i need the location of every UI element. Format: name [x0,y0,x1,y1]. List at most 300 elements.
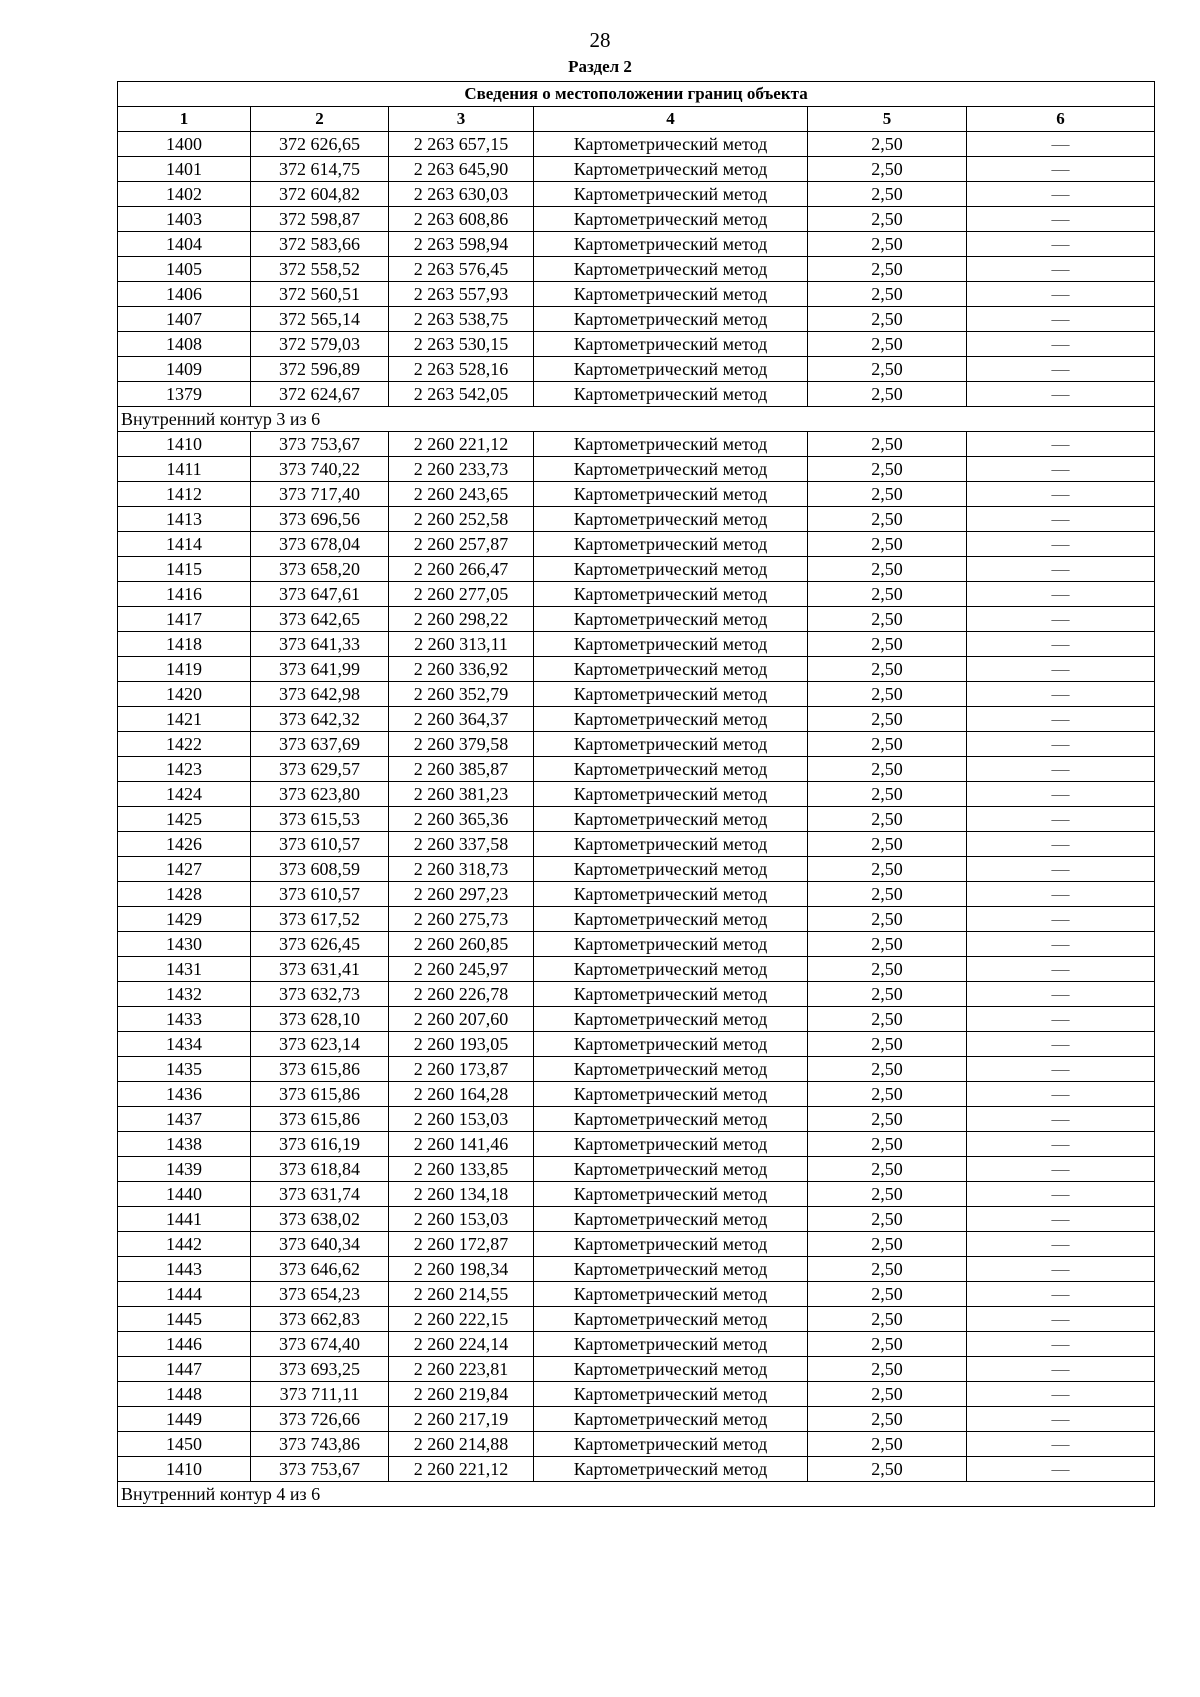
method-cell: Картометрический метод [534,932,808,957]
description-cell: — [967,1182,1155,1207]
description-cell: — [967,932,1155,957]
description-cell: — [967,1107,1155,1132]
point-number-cell: 1418 [118,632,251,657]
table-row [118,807,1155,832]
table-row [118,707,1155,732]
method-cell: Картометрический метод [534,732,808,757]
page-number: 28 [589,28,611,52]
coordinate-y-cell: 2 263 542,05 [389,382,534,407]
coordinate-x-cell: 373 616,19 [251,1132,389,1157]
coordinate-x-cell: 372 560,51 [251,282,389,307]
point-number-cell: 1435 [118,1057,251,1082]
description-cell: — [967,707,1155,732]
coordinate-y-cell: 2 263 576,45 [389,257,534,282]
table-row [118,182,1155,207]
accuracy-cell: 2,50 [808,1157,967,1182]
description-cell: — [967,282,1155,307]
coordinate-y-cell: 2 260 172,87 [389,1232,534,1257]
description-cell: — [967,807,1155,832]
accuracy-cell: 2,50 [808,157,967,182]
method-cell: Картометрический метод [534,632,808,657]
description-cell: — [967,657,1155,682]
point-number-cell: 1424 [118,782,251,807]
point-number-cell: 1448 [118,1382,251,1407]
description-cell: — [967,1232,1155,1257]
description-cell: — [967,182,1155,207]
coordinate-x-cell: 373 647,61 [251,582,389,607]
coordinate-x-cell: 373 726,66 [251,1407,389,1432]
table-row [118,1307,1155,1332]
coordinate-x-cell: 373 674,40 [251,1332,389,1357]
table-row [118,907,1155,932]
description-cell: — [967,432,1155,457]
description-cell: — [967,482,1155,507]
description-cell: — [967,857,1155,882]
table-row [118,532,1155,557]
coordinate-y-cell: 2 260 221,12 [389,1457,534,1482]
point-number-cell: 1425 [118,807,251,832]
coordinate-x-cell: 373 640,34 [251,1232,389,1257]
table-row [118,132,1155,157]
method-cell: Картометрический метод [534,1107,808,1132]
point-number-cell: 1430 [118,932,251,957]
coordinate-y-cell: 2 260 153,03 [389,1207,534,1232]
accuracy-cell: 2,50 [808,707,967,732]
coordinate-y-cell: 2 263 538,75 [389,307,534,332]
table-row [118,1332,1155,1357]
point-number-cell: 1444 [118,1282,251,1307]
point-number-cell: 1445 [118,1307,251,1332]
coordinate-x-cell: 372 604,82 [251,182,389,207]
table-row [118,657,1155,682]
method-cell: Картометрический метод [534,307,808,332]
table-row [118,1107,1155,1132]
accuracy-cell: 2,50 [808,857,967,882]
coordinate-x-cell: 373 678,04 [251,532,389,557]
accuracy-cell: 2,50 [808,657,967,682]
description-cell: — [967,582,1155,607]
coordinate-y-cell: 2 260 352,79 [389,682,534,707]
description-cell: — [967,382,1155,407]
table-row [118,1232,1155,1257]
table-row [118,1282,1155,1307]
accuracy-cell: 2,50 [808,257,967,282]
table-row [118,982,1155,1007]
table-row [118,882,1155,907]
coordinate-x-cell: 373 608,59 [251,857,389,882]
table-row [118,457,1155,482]
description-cell: — [967,1307,1155,1332]
coordinate-x-cell: 373 615,86 [251,1057,389,1082]
accuracy-cell: 2,50 [808,1457,967,1482]
point-number-cell: 1404 [118,232,251,257]
coordinate-y-cell: 2 263 598,94 [389,232,534,257]
accuracy-cell: 2,50 [808,1057,967,1082]
coordinate-x-cell: 372 583,66 [251,232,389,257]
method-cell: Картометрический метод [534,507,808,532]
coordinate-y-cell: 2 263 528,16 [389,357,534,382]
point-number-cell: 1409 [118,357,251,382]
point-number-cell: 1400 [118,132,251,157]
description-cell: — [967,132,1155,157]
point-number-cell: 1417 [118,607,251,632]
method-cell: Картометрический метод [534,857,808,882]
coordinate-y-cell: 2 260 214,55 [389,1282,534,1307]
description-cell: — [967,1032,1155,1057]
description-cell: — [967,1132,1155,1157]
coordinate-y-cell: 2 260 222,15 [389,1307,534,1332]
description-cell: — [967,507,1155,532]
coordinate-y-cell: 2 260 257,87 [389,532,534,557]
table-row [118,1382,1155,1407]
coordinate-x-cell: 373 696,56 [251,507,389,532]
point-number-cell: 1433 [118,1007,251,1032]
method-cell: Картометрический метод [534,1032,808,1057]
method-cell: Картометрический метод [534,1157,808,1182]
column-header-5: 5 [808,107,967,132]
table-row [118,1007,1155,1032]
table-row [118,1257,1155,1282]
contour-label-row [118,407,1155,432]
coordinate-x-cell: 373 642,32 [251,707,389,732]
method-cell: Картометрический метод [534,1307,808,1332]
coordinate-x-cell: 372 626,65 [251,132,389,157]
method-cell: Картометрический метод [534,582,808,607]
accuracy-cell: 2,50 [808,732,967,757]
coordinate-y-cell: 2 260 223,81 [389,1357,534,1382]
point-number-cell: 1413 [118,507,251,532]
description-cell: — [967,232,1155,257]
table-row [118,382,1155,407]
description-cell: — [967,832,1155,857]
coordinate-x-cell: 372 565,14 [251,307,389,332]
coordinate-y-cell: 2 260 224,14 [389,1332,534,1357]
coordinate-x-cell: 373 629,57 [251,757,389,782]
accuracy-cell: 2,50 [808,232,967,257]
accuracy-cell: 2,50 [808,1357,967,1382]
table-row [118,232,1155,257]
accuracy-cell: 2,50 [808,807,967,832]
accuracy-cell: 2,50 [808,957,967,982]
coordinate-y-cell: 2 260 221,12 [389,432,534,457]
table-row [118,1157,1155,1182]
method-cell: Картометрический метод [534,182,808,207]
method-cell: Картометрический метод [534,1382,808,1407]
method-cell: Картометрический метод [534,382,808,407]
description-cell: — [967,607,1155,632]
coordinate-x-cell: 373 740,22 [251,457,389,482]
accuracy-cell: 2,50 [808,1007,967,1032]
table-row [118,1182,1155,1207]
coordinate-y-cell: 2 260 164,28 [389,1082,534,1107]
coordinate-x-cell: 373 623,14 [251,1032,389,1057]
point-number-cell: 1416 [118,582,251,607]
description-cell: — [967,1257,1155,1282]
coordinate-x-cell: 372 624,67 [251,382,389,407]
coordinate-x-cell: 373 693,25 [251,1357,389,1382]
accuracy-cell: 2,50 [808,282,967,307]
description-cell: — [967,1057,1155,1082]
coordinate-x-cell: 373 646,62 [251,1257,389,1282]
coordinate-x-cell: 373 662,83 [251,1307,389,1332]
table-row [118,1132,1155,1157]
accuracy-cell: 2,50 [808,1207,967,1232]
method-cell: Картометрический метод [534,807,808,832]
description-cell: — [967,1382,1155,1407]
method-cell: Картометрический метод [534,1082,808,1107]
table-row [118,557,1155,582]
method-cell: Картометрический метод [534,1207,808,1232]
method-cell: Картометрический метод [534,432,808,457]
accuracy-cell: 2,50 [808,557,967,582]
table-row [118,257,1155,282]
accuracy-cell: 2,50 [808,332,967,357]
coordinate-x-cell: 373 711,11 [251,1382,389,1407]
table-row [118,857,1155,882]
accuracy-cell: 2,50 [808,682,967,707]
accuracy-cell: 2,50 [808,782,967,807]
coordinate-y-cell: 2 260 336,92 [389,657,534,682]
accuracy-cell: 2,50 [808,1107,967,1132]
table-row [118,1082,1155,1107]
contour-label: Внутренний контур 4 из 6 [118,1482,1155,1507]
point-number-cell: 1408 [118,332,251,357]
method-cell: Картометрический метод [534,782,808,807]
method-cell: Картометрический метод [534,982,808,1007]
coordinate-x-cell: 372 579,03 [251,332,389,357]
coordinate-y-cell: 2 260 337,58 [389,832,534,857]
accuracy-cell: 2,50 [808,457,967,482]
point-number-cell: 1441 [118,1207,251,1232]
description-cell: — [967,1207,1155,1232]
column-header-4: 4 [534,107,808,132]
coordinate-y-cell: 2 260 266,47 [389,557,534,582]
point-number-cell: 1438 [118,1132,251,1157]
coordinate-y-cell: 2 260 313,11 [389,632,534,657]
description-cell: — [967,557,1155,582]
accuracy-cell: 2,50 [808,1407,967,1432]
accuracy-cell: 2,50 [808,1082,967,1107]
accuracy-cell: 2,50 [808,357,967,382]
description-cell: — [967,757,1155,782]
coordinate-x-cell: 372 598,87 [251,207,389,232]
column-header-2: 2 [251,107,389,132]
column-header-row [118,107,1155,132]
description-cell: — [967,1007,1155,1032]
column-header-1: 1 [118,107,251,132]
table-row [118,1407,1155,1432]
coordinate-x-cell: 373 631,74 [251,1182,389,1207]
point-number-cell: 1402 [118,182,251,207]
point-number-cell: 1406 [118,282,251,307]
accuracy-cell: 2,50 [808,532,967,557]
point-number-cell: 1415 [118,557,251,582]
point-number-cell: 1405 [118,257,251,282]
accuracy-cell: 2,50 [808,882,967,907]
description-cell: — [967,1332,1155,1357]
point-number-cell: 1407 [118,307,251,332]
boundary-coordinates-table [117,81,1155,1507]
accuracy-cell: 2,50 [808,1307,967,1332]
coordinate-y-cell: 2 260 133,85 [389,1157,534,1182]
description-cell: — [967,1407,1155,1432]
point-number-cell: 1379 [118,382,251,407]
method-cell: Картометрический метод [534,757,808,782]
description-cell: — [967,457,1155,482]
coordinate-x-cell: 373 631,41 [251,957,389,982]
coordinate-y-cell: 2 260 193,05 [389,1032,534,1057]
point-number-cell: 1436 [118,1082,251,1107]
description-cell: — [967,907,1155,932]
accuracy-cell: 2,50 [808,432,967,457]
coordinate-y-cell: 2 260 153,03 [389,1107,534,1132]
method-cell: Картометрический метод [534,282,808,307]
coordinate-y-cell: 2 260 381,23 [389,782,534,807]
method-cell: Картометрический метод [534,707,808,732]
table-title-row [118,82,1155,107]
table-row [118,282,1155,307]
table-row [118,832,1155,857]
method-cell: Картометрический метод [534,957,808,982]
method-cell: Картометрический метод [534,207,808,232]
point-number-cell: 1401 [118,157,251,182]
method-cell: Картометрический метод [534,1257,808,1282]
point-number-cell: 1439 [118,1157,251,1182]
accuracy-cell: 2,50 [808,1132,967,1157]
coordinate-y-cell: 2 260 277,05 [389,582,534,607]
method-cell: Картометрический метод [534,132,808,157]
method-cell: Картометрический метод [534,232,808,257]
method-cell: Картометрический метод [534,907,808,932]
coordinate-y-cell: 2 263 557,93 [389,282,534,307]
point-number-cell: 1414 [118,532,251,557]
method-cell: Картометрический метод [534,1457,808,1482]
method-cell: Картометрический метод [534,1007,808,1032]
coordinate-y-cell: 2 263 608,86 [389,207,534,232]
method-cell: Картометрический метод [534,657,808,682]
description-cell: — [967,1457,1155,1482]
description-cell: — [967,1357,1155,1382]
accuracy-cell: 2,50 [808,482,967,507]
contour-label: Внутренний контур 3 из 6 [118,407,1155,432]
accuracy-cell: 2,50 [808,1382,967,1407]
coordinate-x-cell: 373 618,84 [251,1157,389,1182]
coordinate-x-cell: 372 596,89 [251,357,389,382]
accuracy-cell: 2,50 [808,382,967,407]
accuracy-cell: 2,50 [808,982,967,1007]
coordinate-x-cell: 373 632,73 [251,982,389,1007]
accuracy-cell: 2,50 [808,1257,967,1282]
accuracy-cell: 2,50 [808,182,967,207]
table-row [118,957,1155,982]
method-cell: Картометрический метод [534,1357,808,1382]
coordinate-x-cell: 373 615,86 [251,1082,389,1107]
table-row [118,157,1155,182]
point-number-cell: 1426 [118,832,251,857]
table-body [118,132,1155,1507]
method-cell: Картометрический метод [534,1232,808,1257]
point-number-cell: 1442 [118,1232,251,1257]
coordinate-y-cell: 2 260 275,73 [389,907,534,932]
coordinate-y-cell: 2 260 298,22 [389,607,534,632]
coordinate-y-cell: 2 260 365,36 [389,807,534,832]
accuracy-cell: 2,50 [808,907,967,932]
description-cell: — [967,982,1155,1007]
coordinate-y-cell: 2 260 207,60 [389,1007,534,1032]
coordinate-y-cell: 2 263 530,15 [389,332,534,357]
coordinate-y-cell: 2 260 173,87 [389,1057,534,1082]
point-number-cell: 1421 [118,707,251,732]
point-number-cell: 1403 [118,207,251,232]
coordinate-x-cell: 373 658,20 [251,557,389,582]
accuracy-cell: 2,50 [808,307,967,332]
point-number-cell: 1411 [118,457,251,482]
point-number-cell: 1420 [118,682,251,707]
table-row [118,632,1155,657]
method-cell: Картометрический метод [534,682,808,707]
description-cell: — [967,307,1155,332]
description-cell: — [967,782,1155,807]
table-row [118,482,1155,507]
table-row [118,1032,1155,1057]
method-cell: Картометрический метод [534,157,808,182]
method-cell: Картометрический метод [534,332,808,357]
table-row [118,782,1155,807]
table-row [118,1457,1155,1482]
coordinate-y-cell: 2 260 214,88 [389,1432,534,1457]
coordinate-x-cell: 373 610,57 [251,882,389,907]
coordinate-x-cell: 373 615,86 [251,1107,389,1132]
method-cell: Картометрический метод [534,557,808,582]
coordinate-y-cell: 2 260 219,84 [389,1382,534,1407]
coordinate-x-cell: 373 626,45 [251,932,389,957]
coordinate-x-cell: 373 638,02 [251,1207,389,1232]
point-number-cell: 1419 [118,657,251,682]
table-row [118,507,1155,532]
coordinate-x-cell: 373 623,80 [251,782,389,807]
table-row [118,1432,1155,1457]
accuracy-cell: 2,50 [808,132,967,157]
point-number-cell: 1410 [118,432,251,457]
coordinate-x-cell: 373 615,53 [251,807,389,832]
table-row [118,682,1155,707]
method-cell: Картометрический метод [534,1332,808,1357]
coordinate-x-cell: 372 558,52 [251,257,389,282]
coordinate-y-cell: 2 260 217,19 [389,1407,534,1432]
table-row [118,1057,1155,1082]
point-number-cell: 1422 [118,732,251,757]
table-row [118,582,1155,607]
description-cell: — [967,532,1155,557]
description-cell: — [967,357,1155,382]
coordinate-y-cell: 2 263 645,90 [389,157,534,182]
point-number-cell: 1446 [118,1332,251,1357]
coordinate-x-cell: 373 753,67 [251,1457,389,1482]
method-cell: Картометрический метод [534,532,808,557]
description-cell: — [967,257,1155,282]
method-cell: Картометрический метод [534,1407,808,1432]
description-cell: — [967,632,1155,657]
point-number-cell: 1431 [118,957,251,982]
table-row [118,607,1155,632]
column-header-3: 3 [389,107,534,132]
section-title: Раздел 2 [568,57,632,76]
accuracy-cell: 2,50 [808,1332,967,1357]
method-cell: Картометрический метод [534,457,808,482]
table-row [118,357,1155,382]
method-cell: Картометрический метод [534,1132,808,1157]
accuracy-cell: 2,50 [808,1282,967,1307]
